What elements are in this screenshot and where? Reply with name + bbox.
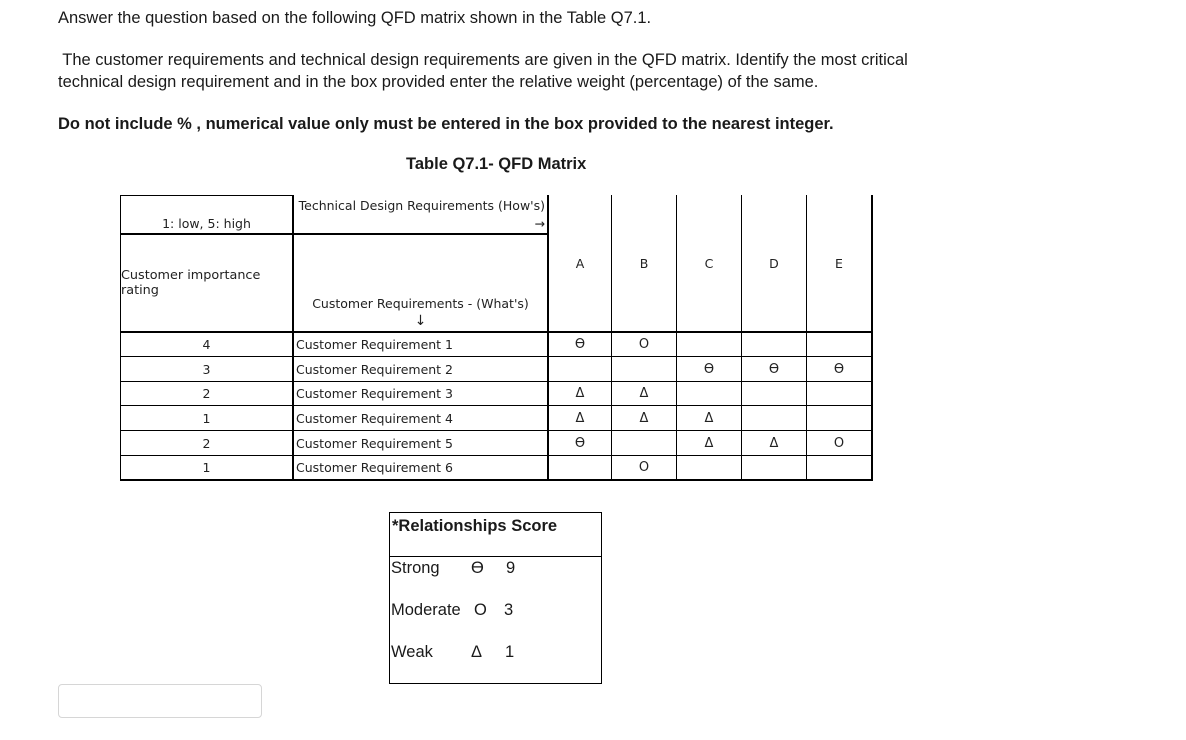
relationship-cell: Δ [639,410,649,426]
column-header-a: A [575,255,585,271]
relationship-cell: Δ [575,410,585,426]
relationship-cell [742,406,806,430]
relationship-cell: ϴ [703,361,715,377]
scale-label: 1: low, 5: high [162,215,251,231]
strong-symbol-icon: ϴ [471,559,484,577]
relationship-cell [612,357,676,381]
relationship-cell: ϴ [833,361,845,377]
relationship-cell: ϴ [768,361,780,377]
importance-rating: 4 [202,337,211,352]
legend-strong-label: Strong [391,559,440,577]
legend-moderate-label: Moderate [391,601,461,619]
question-paragraph-line-2: technical design requirement and in the box provided enter the relative weight (percentage) of the same. [58,73,819,91]
legend-weak-score: 1 [505,643,515,661]
relationship-cell: Δ [704,410,714,426]
question-instruction: Do not include % , numerical value only must be entered in the box provided to the nearest integer. [58,115,834,133]
customer-requirement-label: Customer Requirement 1 [296,337,454,352]
legend-title: *Relationships Score [392,517,558,535]
qfd-matrix [120,195,873,481]
relationship-cell: ϴ [574,337,586,352]
relationship-cell: O [638,460,650,475]
relationship-cell [677,382,741,405]
importance-rating: 2 [202,435,211,451]
customer-requirement-label: Customer Requirement 3 [296,386,454,401]
importance-rating: 1 [202,410,211,426]
legend-weak-label: Weak [391,643,433,661]
customer-requirement-label: Customer Requirement 6 [296,460,454,475]
down-arrow-icon: ↓ [414,313,427,329]
relationship-cell [807,456,871,479]
legend-strong-score: 9 [506,559,516,577]
column-header-e: E [835,255,843,271]
relationship-cell: Δ [639,386,649,401]
customer-requirement-label: Customer Requirement 5 [296,435,454,451]
legend-moderate-score: 3 [504,601,514,619]
importance-rating: 2 [202,386,211,401]
table-caption: Table Q7.1- QFD Matrix [406,155,587,173]
relationship-cell: ϴ [574,435,586,451]
relationship-cell: Δ [704,435,714,451]
right-arrow-icon: → [534,215,545,231]
relationship-cell [677,333,741,356]
question-intro: Answer the question based on the following QFD matrix shown in the Table Q7.1. [58,9,652,27]
customer-requirement-label: Customer Requirement 2 [296,361,454,377]
column-header-d: D [769,255,779,271]
relationship-cell [807,333,871,356]
relationships-legend [389,512,602,684]
relationship-cell [807,382,871,405]
answer-input[interactable] [58,684,262,718]
relationship-cell [742,382,806,405]
tech-requirements-header: Technical Design Requirements (How's) [298,197,545,213]
importance-rating: 1 [202,460,211,475]
column-header-c: C [704,255,714,271]
column-header-b: B [639,255,649,271]
relationship-cell: Δ [769,435,779,451]
customer-requirement-label: Customer Requirement 4 [296,410,454,426]
relationship-cell: O [638,337,650,352]
relationship-cell [807,406,871,430]
relationship-cell [549,456,611,479]
relationship-cell: O [833,435,845,451]
relationship-cell [612,431,676,455]
importance-rating-header: Customer importance rating [121,268,261,298]
customer-requirements-header: Customer Requirements - (What's) [312,295,529,311]
weak-symbol-icon: Δ [471,643,483,661]
question-paragraph-line-1: The customer requirements and technical design requirements are given in the QFD matrix. Identify the most critical [58,51,908,69]
relationship-cell: Δ [575,386,585,401]
relationship-cell [677,456,741,479]
importance-rating: 3 [202,361,211,377]
relationship-cell [742,456,806,479]
moderate-symbol-icon: O [474,601,487,619]
relationship-cell [742,333,806,356]
relationship-cell [549,357,611,381]
